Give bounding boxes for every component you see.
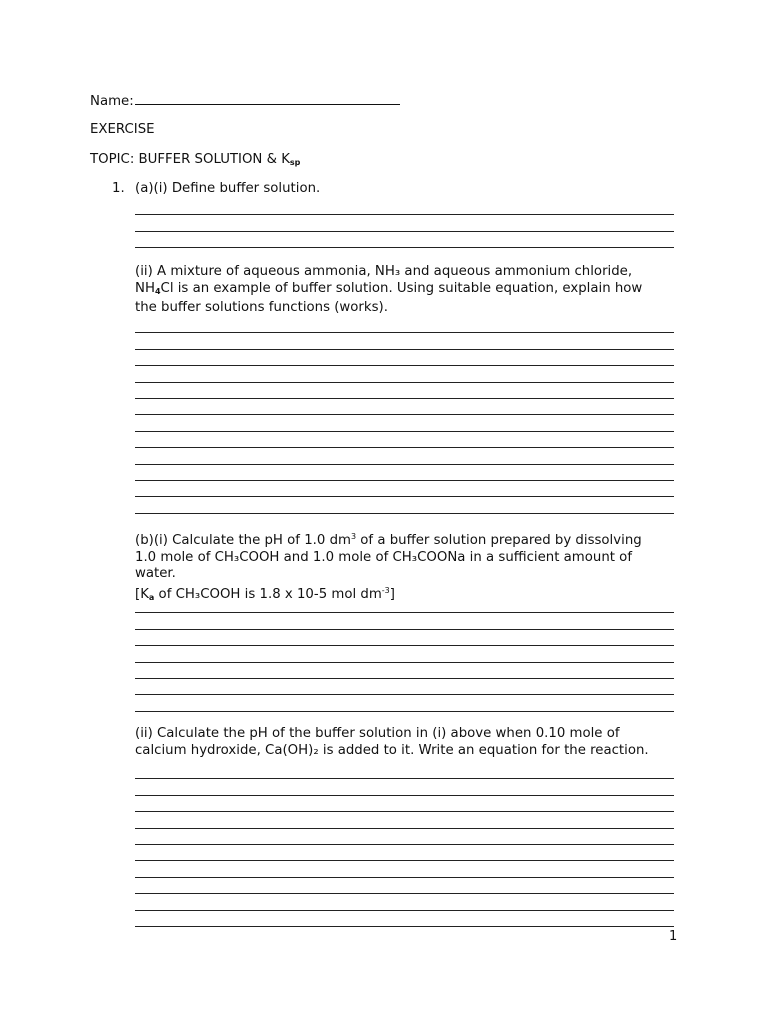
- subscript-4: 4: [154, 286, 161, 296]
- answer-lines-b-i: [135, 597, 674, 712]
- answer-line: [135, 878, 674, 894]
- question-b-i-line1: [135, 529, 675, 550]
- answer-line: [135, 497, 674, 513]
- superscript-3: 3: [350, 532, 357, 541]
- name-blank-field: [135, 92, 400, 105]
- answer-lines-b-ii: [135, 763, 674, 927]
- answer-line: [135, 597, 674, 613]
- question-b-i: [135, 529, 675, 606]
- answer-line: [135, 366, 674, 382]
- answer-line: [135, 199, 674, 215]
- answer-line: [135, 646, 674, 662]
- subscript-a: a: [148, 592, 155, 602]
- question-b-i-line3: water.: [135, 566, 176, 581]
- answer-lines-a-ii: [135, 317, 674, 514]
- question-a-ii-line2-end: Cl is an example of buffer solution. Using suitable equation, explain how: [160, 280, 643, 296]
- answer-line: [135, 679, 674, 695]
- answer-line: [135, 215, 674, 231]
- topic-subscript: sp: [289, 158, 301, 167]
- question-b-ii-line2: calcium hydroxide, Ca(OH)₂ is added to it. Write an equation for the reaction.: [135, 742, 649, 758]
- answer-line: [135, 399, 674, 415]
- answer-line: [135, 613, 674, 629]
- answer-line: [135, 465, 674, 481]
- answer-line: [135, 911, 674, 927]
- ka-label-end: ]: [389, 586, 395, 602]
- answer-line: [135, 861, 674, 877]
- answer-line: [135, 779, 674, 795]
- answer-line: [135, 894, 674, 910]
- answer-line: [135, 317, 674, 333]
- answer-line: [135, 763, 674, 779]
- question-a-ii-line1: (ii) A mixture of aqueous ammonia, NH₃ and aqueous ammonium chloride,: [135, 264, 633, 279]
- answer-lines-a-i: [135, 199, 674, 248]
- question-a-ii-line3: the buffer solutions functions (works).: [135, 300, 388, 315]
- ka-value: of CH₃COOH is 1.8 x 10-5 mol dm: [154, 586, 382, 602]
- question-b-ii-line1: (ii) Calculate the pH of the buffer solution in (i) above when 0.10 mole of: [135, 726, 620, 741]
- answer-line: [135, 383, 674, 399]
- answer-line: [135, 481, 674, 497]
- question-a-i: [135, 181, 675, 198]
- answer-line: [135, 432, 674, 448]
- answer-line: [135, 415, 674, 431]
- answer-line: [135, 796, 674, 812]
- exercise-heading: EXERCISE: [90, 122, 155, 137]
- answer-line: [135, 829, 674, 845]
- name-line: [90, 92, 400, 110]
- question-a-ii: [135, 264, 675, 317]
- answer-line: [135, 695, 674, 711]
- question-b-ii: [135, 726, 675, 759]
- page-number: 1: [669, 929, 678, 944]
- question-b-i-line1-start: (b)(i) Calculate the pH of 1.0 dm: [135, 533, 351, 548]
- question-a-i-text: (a)(i) Define buffer solution.: [135, 181, 321, 196]
- question-a-ii-line2-start: NH: [135, 280, 155, 296]
- answer-line: [135, 333, 674, 349]
- question-b-i-line1-end: of a buffer solution prepared by dissolving: [356, 533, 642, 548]
- ka-label-start: [K: [135, 586, 149, 602]
- answer-line: [135, 232, 674, 248]
- answer-line: [135, 630, 674, 646]
- superscript-minus-3: -3: [381, 585, 390, 595]
- question-number: 1.: [112, 181, 125, 196]
- name-label: Name:: [90, 94, 134, 109]
- answer-line: [135, 812, 674, 828]
- topic-heading: [90, 152, 300, 171]
- answer-line: [135, 845, 674, 861]
- question-a-ii-line2: [135, 281, 675, 301]
- topic-text: TOPIC: BUFFER SOLUTION & K: [90, 152, 290, 167]
- answer-line: [135, 448, 674, 464]
- answer-line: [135, 350, 674, 366]
- answer-line: [135, 663, 674, 679]
- question-b-i-line2: 1.0 mole of CH₃COOH and 1.0 mole of CH₃COONa in a sufficient amount of: [135, 549, 632, 565]
